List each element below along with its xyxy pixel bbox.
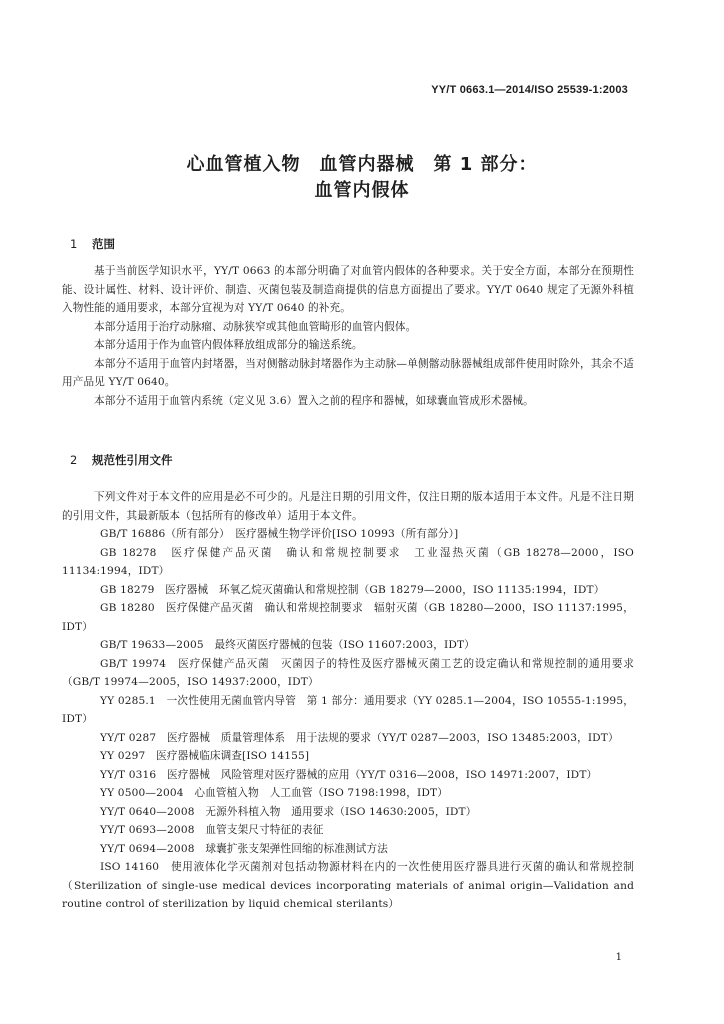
reference-item: YY/T 0640—2008 无源外科植入物 通用要求（ISO 14630:2005，IDT） bbox=[100, 805, 477, 818]
reference-item: YY 0285.1 一次性使用无菌血管内导管 第 1 部分：通用要求（YY 0285.1—2004，ISO 10555-1:1995，IDT） bbox=[62, 694, 634, 725]
reference-item: GB 18279 医疗器械 环氧乙烷灭菌确认和常规控制（GB 18279—2000，ISO 11135:1994，IDT） bbox=[100, 583, 605, 596]
reference-item: YY/T 0316 医疗器械 风险管理对医疗器械的应用（YY/T 0316—2008，ISO 14971:2007，IDT） bbox=[100, 768, 598, 781]
reference-item: GB/T 16886（所有部分） 医疗器械生物学评价[ISO 10993（所有部分）] bbox=[100, 528, 459, 540]
reference-item: GB 18280 医疗保健产品灭菌 确认和常规控制要求 辐射灭菌（GB 18280—2000，ISO 11137:1995，IDT） bbox=[62, 602, 634, 633]
document-title-line1: 心血管植入物 血管内器械 第 1 部分： bbox=[186, 154, 538, 175]
reference-item: GB/T 19633—2005 最终灭菌医疗器械的包装（ISO 11607:2003，IDT） bbox=[100, 639, 475, 651]
section-2-heading bbox=[70, 452, 173, 468]
reference-item: YY/T 0287 医疗器械 质量管理体系 用于法规的要求（YY/T 0287—2003，ISO 13485:2003，IDT） bbox=[100, 731, 619, 744]
section-2-body bbox=[62, 488, 634, 914]
section-title: 范围 bbox=[92, 237, 115, 251]
reference-item: GB/T 19974 医疗保健产品灭菌 灭菌因子的特性及医疗器械灭菌工艺的设定确认和常规控制的通用要求（GB/T 19974—2005，ISO 14937:2000，IDT） bbox=[62, 657, 634, 688]
section-number: 1 bbox=[70, 237, 78, 251]
paragraph: 本部分适用于作为血管内假体释放组成部分的输送系统。 bbox=[94, 339, 363, 351]
reference-item: YY 0297 医疗器械临床调查[ISO 14155] bbox=[100, 750, 310, 762]
reference-item: YY/T 0693—2008 血管支架尺寸特征的表征 bbox=[100, 824, 324, 836]
paragraph: 基于当前医学知识水平，YY/T 0663 的本部分明确了对血管内假体的各种要求。关于安全方面，本部分在预期性能、设计属性、材料、设计评价、制造、灭菌包装及制造商提供的信息方面提出了要求。YY/T 0640 规定了无源外科植入物性能的通用要求，本部分宜视为对 YY/T 0640 的补充。 bbox=[62, 265, 634, 314]
reference-item: YY/T 0694—2008 球囊扩张支架弹性回缩的标准测试方法 bbox=[100, 842, 388, 855]
section-1-heading bbox=[70, 236, 115, 252]
paragraph: 本部分不适用于血管内系统（定义见 3.6）置入之前的程序和器械，如球囊血管成形术器械。 bbox=[94, 394, 534, 407]
document-code: YY/T 0663.1—2014/ISO 25539-1:2003 bbox=[431, 84, 628, 96]
section-title: 规范性引用文件 bbox=[92, 453, 173, 467]
document-title-line2: 血管内假体 bbox=[314, 180, 410, 201]
page-number: 1 bbox=[615, 952, 622, 963]
reference-item: GB 18278 医疗保健产品灭菌 确认和常规控制要求 工业湿热灭菌（GB 18278—2000，ISO 11134:1994，IDT） bbox=[62, 546, 634, 577]
paragraph: 本部分不适用于血管内封堵器，当对侧髂动脉封堵器作为主动脉—单侧髂动脉器械组成部件使用时除外，其余不适用产品见 YY/T 0640。 bbox=[62, 357, 634, 388]
paragraph: 本部分适用于治疗动脉瘤、动脉狭窄或其他血管畸形的血管内假体。 bbox=[94, 320, 417, 333]
section-1-body bbox=[62, 262, 634, 410]
paragraph: 下列文件对于本文件的应用是必不可少的。凡是注日期的引用文件，仅注日期的版本适用于本文件。凡是不注日期的引用文件，其最新版本（包括所有的修改单）适用于本文件。 bbox=[62, 491, 634, 522]
reference-item: YY 0500—2004 心血管植入物 人工血管（ISO 7198:1998，IDT） bbox=[100, 787, 448, 799]
section-number: 2 bbox=[70, 453, 78, 467]
reference-item: ISO 14160 使用液体化学灭菌剂对包括动物源材料在内的一次性使用医疗器具进行灭菌的确认和常规控制（Sterilization of single-use medical devices incorporating materials of animal origin—Validation and routine control of sterilization by liquid chemical sterilants） bbox=[62, 861, 634, 910]
